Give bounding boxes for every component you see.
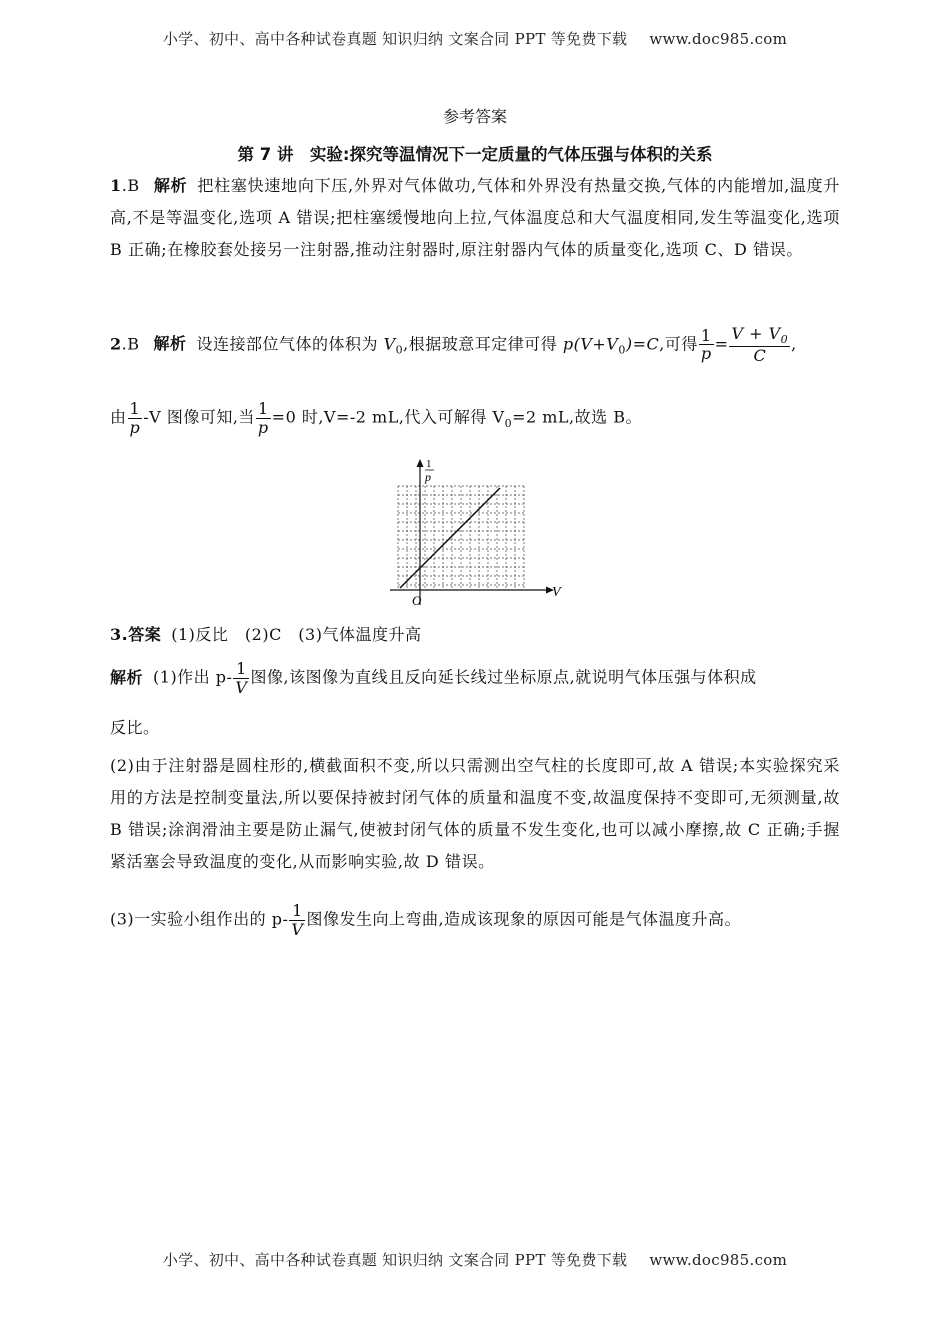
q2-frac1-den: p [700,344,712,364]
q2-frac2-den: C [753,346,767,366]
q2-fraction-2 [729,325,790,365]
q2-analysis-label: 解析 [153,334,187,354]
q2-l2-text-d: =2 mL,故选 B。 [512,407,642,427]
page-footer [0,1249,950,1270]
x-label: V [552,585,561,600]
q3-p3-frac-den: V [291,919,304,939]
question-3-analysis-1-cont: 反比。 [110,718,160,737]
q2-text-1: 设连接部位气体的体积为 [196,334,384,354]
origin-label: O [412,593,422,605]
q2-equals: = [714,334,729,354]
q2-l2-fraction-1 [128,400,143,436]
footer-text: 小学、初中、高中各种试卷真题 知识归纳 文案合同 PPT 等免费下载 [162,1251,628,1269]
graph-grid [398,486,524,590]
y-axis-arrow [417,459,424,467]
q2-v0-sub: 0 [395,343,404,357]
q3-number: 3 [110,625,122,644]
q2-fraction-1 [699,327,714,363]
inverse-pressure-volume-graph [380,455,570,605]
q3-answers: (1)反比 (2)C (3)气体温度升高 [171,625,422,644]
q1-answer: .B [121,176,140,195]
q2-frac2-num-sub: 0 [780,333,789,347]
question-2-line-2 [110,400,642,436]
page-header [0,28,950,49]
data-line [400,488,500,588]
q2-equation-sub: 0 [618,343,626,357]
header-text: 小学、初中、高中各种试卷真题 知识归纳 文案合同 PPT 等免费下载 [162,30,628,48]
q2-number: 2 [110,334,122,354]
q1-number: 1 [110,176,122,195]
q2-l2-frac1-num: 1 [128,400,143,419]
q2-v0: V [383,334,396,354]
q1-analysis-text: 把柱塞快速地向下压,外界对气体做功,气体和外界没有热量交换,气体的内能增加,温度升高,不是等温变化,选项 A 错误;把柱塞缓慢地向上拉,气体温度总和大气温度相同,发生等温变化,选项 B 正确;在橡胶套处接另一注射器,推动注射器时,原注射器内气体的质量变化,选项 C、D 错误。 [110,176,840,259]
q2-text-3: ,可得 [659,334,698,354]
q2-l2-fraction-2 [256,400,271,436]
q3-p3-text-b: 图像发生向上弯曲,造成该现象的原因可能是气体温度升高。 [306,909,742,929]
question-1 [110,170,840,266]
q3-answer-label: .答案 [121,625,162,644]
header-site-link[interactable]: www.doc985.com [649,30,788,48]
question-3-answer [110,622,421,645]
q2-l2-text-a: 由 [110,407,127,427]
footer-site-link[interactable]: www.doc985.com [649,1251,788,1269]
q3-p3-text-a: (3)一实验小组作出的 p- [110,909,289,929]
q2-l2-text-c: =0 时,V=-2 mL,代入可解得 V [271,407,505,427]
q2-equation-end: )=C [625,334,660,354]
q3-p3-fraction [289,902,305,938]
q2-l2-frac2-den: p [257,417,269,437]
q3-p1-text-a: (1)作出 p- [153,667,233,687]
q2-l2-text-b: -V 图像可知,当 [143,407,255,427]
y-label-den: p [425,470,431,484]
q3-p1-frac-den: V [235,677,248,697]
q2-l2-sub: 0 [504,416,513,430]
y-label-num: 1 [426,458,432,470]
q2-l2-frac2-num: 1 [256,400,271,419]
question-3-analysis-1 [110,660,757,696]
q2-comma: , [791,334,797,354]
question-3-analysis-2: (2)由于注射器是圆柱形的,横截面积不变,所以只需测出空气柱的长度即可,故 A 错误;本实验探究采用的方法是控制变量法,所以要保持被封闭气体的质量和温度不变,故温度保持不变即可,无须测量,故 B 错误;涂润滑油主要是防止漏气,使被封闭气体的质量不发生变化,也可以减小摩擦,故 C 正确;手握紧活塞会导致温度的变化,从而影响实验,故 D 错误。 [110,756,840,871]
q2-frac2-num [729,325,790,347]
q2-l2-frac1-den: p [129,417,141,437]
q3-p1-text-b: 图像,该图像为直线且反向延长线过坐标原点,就说明气体压强与体积成 [250,667,757,687]
q1-analysis-label: 解析 [153,176,188,195]
q3-analysis-label: 解析 [110,667,144,687]
q2-text-2: ,根据玻意耳定律可得 [403,334,563,354]
q2-answer: .B [121,334,140,354]
q2-frac1-num: 1 [699,327,714,346]
question-3-analysis-3 [110,902,741,938]
question-2-line-1 [110,325,797,365]
q3-p3-frac-num: 1 [289,902,305,921]
answer-heading: 参考答案 [442,107,507,126]
q3-p1-fraction [233,660,249,696]
q2-equation: p(V+V [562,334,619,354]
q2-frac2-num-text: V + V [731,324,781,343]
lecture-title: 第 7 讲 实验:探究等温情况下一定质量的气体压强与体积的关系 [237,145,713,164]
q3-p1-frac-num: 1 [233,660,249,679]
